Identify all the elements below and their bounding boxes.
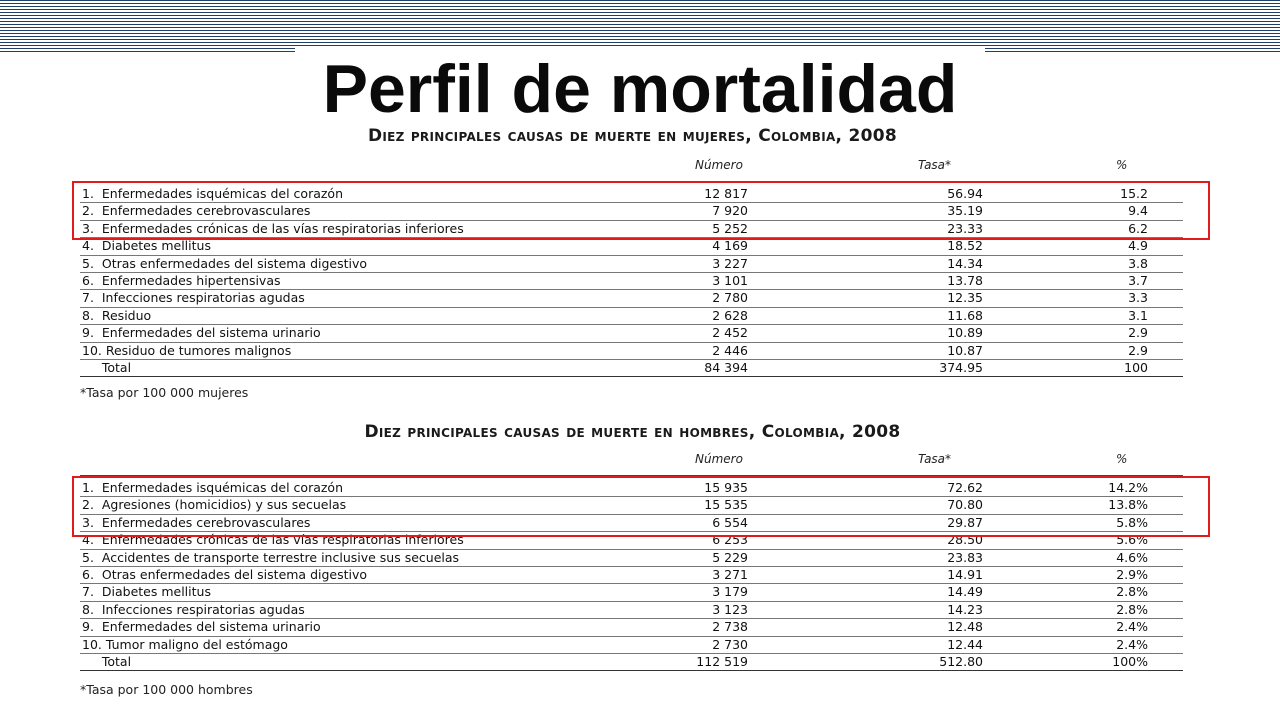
cause-cell: 2. Enfermedades cerebrovasculares	[82, 203, 311, 219]
table-row	[80, 324, 1183, 342]
numero-cell: 2 446	[712, 342, 748, 358]
header-tasa: Tasa*	[918, 158, 952, 172]
tasa-cell: 28.50	[947, 532, 983, 548]
table-row	[80, 636, 1183, 654]
numero-cell: 3 101	[712, 273, 748, 288]
cause-cell: 1. Enfermedades isquémicas del corazón	[82, 480, 343, 495]
pct-cell: 13.8%	[1108, 497, 1148, 513]
tasa-cell: 12.44	[947, 636, 983, 652]
cause-cell: 8. Infecciones respiratorias agudas	[82, 601, 305, 617]
numero-cell: 2 780	[712, 290, 748, 306]
cause-cell: Total	[82, 654, 132, 669]
pct-cell: 3.7	[1128, 273, 1148, 288]
header-pct: %	[1116, 452, 1128, 466]
pct-cell: 2.9%	[1116, 567, 1148, 582]
women-table-caption: Diez principales causas de muerte en mujeres, Colombia, 2008	[367, 126, 898, 146]
tasa-cell: 12.48	[947, 619, 983, 635]
cause-cell: 5. Accidentes de transporte terrestre inclusive sus secuelas	[82, 549, 460, 565]
title-container	[295, 48, 985, 130]
tasa-cell: 14.91	[947, 567, 983, 582]
header-numero: Número	[695, 158, 743, 172]
pct-cell: 5.8%	[1116, 514, 1148, 530]
tasa-cell: 13.78	[947, 273, 983, 288]
tasa-cell: 11.68	[947, 307, 983, 323]
total-row	[80, 653, 1183, 671]
numero-cell: 3 179	[712, 584, 748, 600]
header-stripes	[0, 0, 1280, 52]
numero-cell: 7 920	[712, 203, 748, 219]
numero-cell: 15 935	[704, 480, 748, 495]
numero-cell: 84 394	[704, 360, 748, 375]
page-title: Perfil de mortalidad	[322, 51, 958, 127]
cause-cell: 10. Residuo de tumores malignos	[82, 342, 292, 358]
cause-cell: 7. Infecciones respiratorias agudas	[82, 290, 305, 306]
cause-cell: 7. Diabetes mellitus	[82, 584, 211, 600]
pct-cell: 100	[1124, 360, 1148, 375]
men-top3-highlight	[72, 476, 1210, 537]
pct-cell: 3.1	[1128, 307, 1148, 323]
pct-cell: 3.3	[1128, 290, 1148, 306]
tasa-cell: 10.87	[947, 342, 983, 358]
pct-cell: 2.4%	[1116, 619, 1148, 635]
table-row	[80, 255, 1183, 273]
tasa-cell: 14.23	[947, 601, 983, 617]
table-row	[80, 307, 1183, 325]
numero-cell: 2 628	[712, 307, 748, 323]
pct-cell: 3.8	[1128, 255, 1148, 271]
cause-cell: 9. Enfermedades del sistema urinario	[82, 325, 321, 341]
tasa-cell: 12.35	[947, 290, 983, 306]
numero-cell: 112 519	[696, 654, 748, 669]
cause-cell: 3. Enfermedades crónicas de las vías respiratorias inferiores	[82, 220, 464, 236]
table-row	[80, 342, 1183, 360]
tasa-cell: 56.94	[947, 186, 983, 201]
header-pct: %	[1116, 158, 1128, 172]
cause-cell: 2. Agresiones (homicidios) y sus secuelas	[82, 497, 347, 513]
numero-cell: 15 535	[704, 497, 748, 513]
men-footnote: *Tasa por 100 000 hombres	[80, 682, 253, 697]
pct-cell: 2.8%	[1116, 601, 1148, 617]
table-row	[80, 566, 1183, 584]
numero-cell: 2 452	[712, 325, 748, 341]
women-footnote: *Tasa por 100 000 mujeres	[80, 385, 249, 400]
cause-cell: 9. Enfermedades del sistema urinario	[82, 619, 321, 635]
tasa-cell: 10.89	[947, 325, 983, 341]
pct-cell: 100%	[1112, 654, 1148, 669]
tasa-cell: 14.49	[947, 584, 983, 600]
table-row	[80, 583, 1183, 601]
numero-cell: 5 229	[712, 549, 748, 565]
cause-cell: 4. Diabetes mellitus	[82, 238, 211, 254]
header-tasa: Tasa*	[918, 452, 952, 466]
pct-cell: 2.9	[1128, 325, 1148, 341]
numero-cell: 12 817	[704, 186, 748, 201]
pct-cell: 15.2	[1120, 186, 1148, 201]
tasa-cell: 512.80	[939, 654, 983, 669]
numero-cell: 5 252	[712, 220, 748, 236]
tasa-cell: 72.62	[947, 480, 983, 495]
numero-cell: 6 253	[712, 532, 748, 548]
table-row	[80, 549, 1183, 567]
cause-cell: 6. Enfermedades hipertensivas	[82, 273, 281, 288]
tasa-cell: 29.87	[947, 514, 983, 530]
tasa-cell: 18.52	[947, 238, 983, 254]
numero-cell: 6 554	[712, 514, 748, 530]
numero-cell: 3 227	[712, 255, 748, 271]
numero-cell: 2 738	[712, 619, 748, 635]
pct-cell: 5.6%	[1116, 532, 1148, 548]
tasa-cell: 70.80	[947, 497, 983, 513]
numero-cell: 3 123	[712, 601, 748, 617]
pct-cell: 6.2	[1128, 220, 1148, 236]
tasa-cell: 374.95	[939, 360, 983, 375]
cause-cell: 3. Enfermedades cerebrovasculares	[82, 514, 311, 530]
numero-cell: 2 730	[712, 636, 748, 652]
pct-cell: 14.2%	[1108, 480, 1148, 495]
table-row	[80, 272, 1183, 290]
tasa-cell: 35.19	[947, 203, 983, 219]
pct-cell: 2.9	[1128, 342, 1148, 358]
cause-cell: Total	[82, 360, 132, 375]
men-table-caption: Diez principales causas de muerte en hombres, Colombia, 2008	[364, 422, 901, 442]
women-top3-highlight	[72, 181, 1210, 240]
pct-cell: 4.6%	[1116, 549, 1148, 565]
tasa-cell: 23.33	[947, 220, 983, 236]
total-row	[80, 359, 1183, 377]
cause-cell: 6. Otras enfermedades del sistema digestivo	[82, 567, 368, 582]
pct-cell: 2.4%	[1116, 636, 1148, 652]
table-row	[80, 618, 1183, 636]
tasa-cell: 23.83	[947, 549, 983, 565]
cause-cell: 8. Residuo	[82, 307, 152, 323]
pct-cell: 9.4	[1128, 203, 1148, 219]
tasa-cell: 14.34	[947, 255, 983, 271]
cause-cell: 4. Enfermedades crónicas de las vías respiratorias inferiores	[82, 532, 464, 548]
pct-cell: 4.9	[1128, 238, 1148, 254]
table-row	[80, 601, 1183, 619]
cause-cell: 1. Enfermedades isquémicas del corazón	[82, 186, 343, 201]
table-row	[80, 289, 1183, 307]
numero-cell: 4 169	[712, 238, 748, 254]
header-numero: Número	[695, 452, 743, 466]
numero-cell: 3 271	[712, 567, 748, 582]
pct-cell: 2.8%	[1116, 584, 1148, 600]
cause-cell: 5. Otras enfermedades del sistema digestivo	[82, 255, 368, 271]
cause-cell: 10. Tumor maligno del estómago	[82, 636, 288, 652]
